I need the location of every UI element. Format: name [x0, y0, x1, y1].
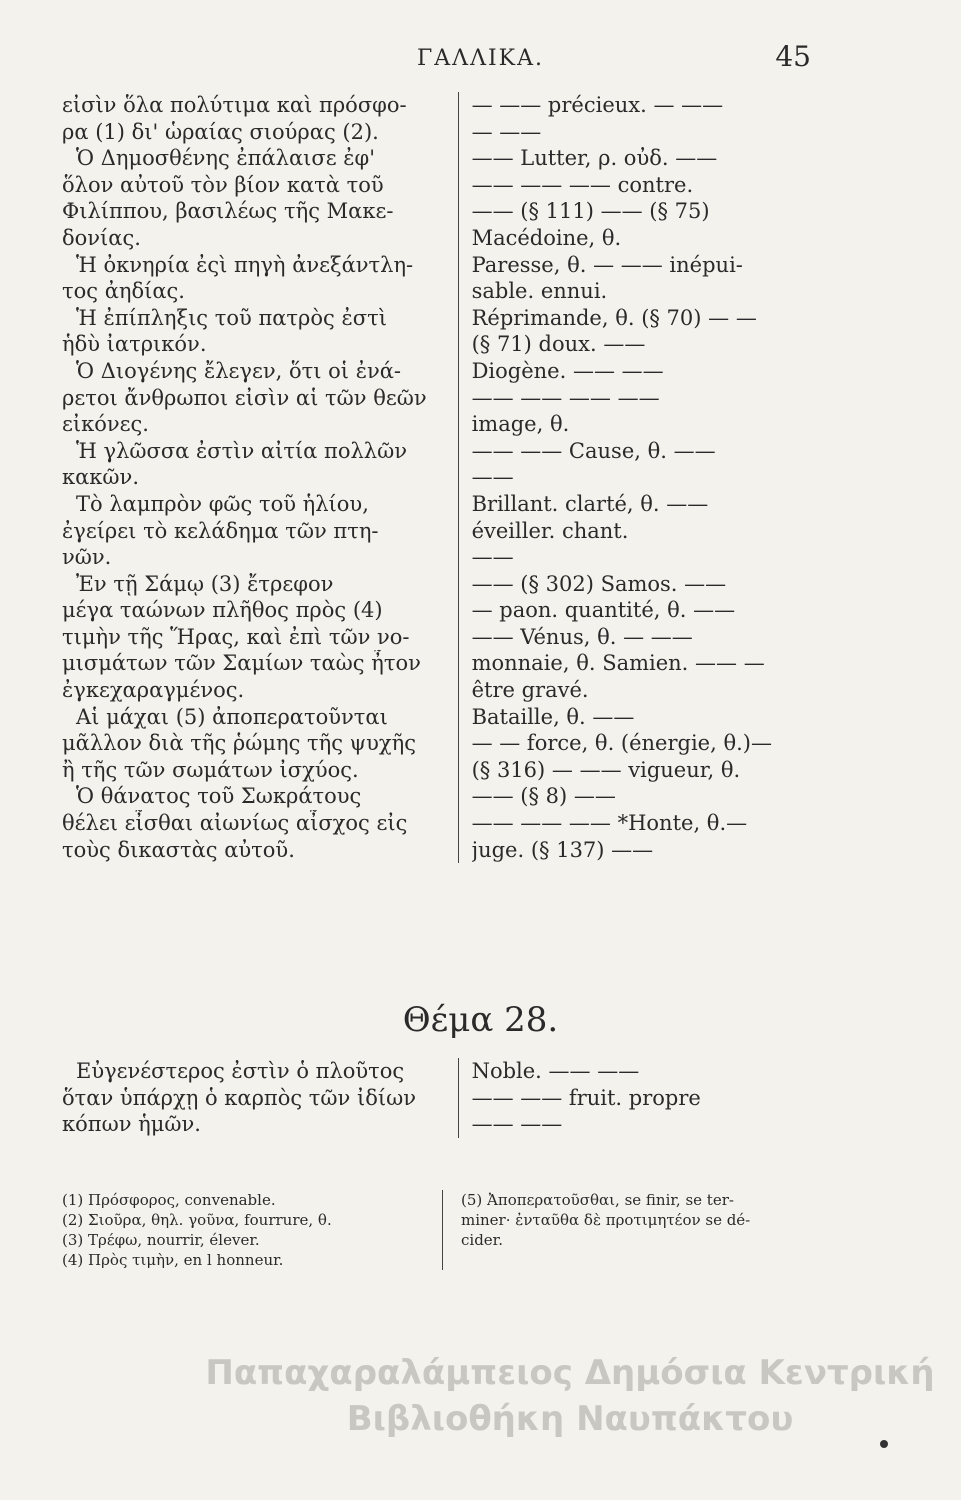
footnote-line: (2) Σιοῦρα, θηλ. γοῦνα, fourrure, θ. [62, 1211, 332, 1229]
greek-line: ὅλον αὐτοῦ τὸν βίον κατὰ τοῦ [62, 172, 384, 197]
greek-line: ρα (1) δι' ὡραίας σιούρας (2). [62, 119, 379, 144]
greek-line: νῶν. [62, 545, 112, 570]
greek-line: Τὸ λαμπρὸν φῶς τοῦ ἡλίου, [76, 491, 369, 516]
greek-line: τος ἀηδίας. [62, 279, 185, 304]
french-line: être gravé. [471, 678, 589, 703]
french-line: — paon. quantité, θ. —— [471, 598, 736, 623]
greek-line: ἐγείρει τὸ κελάδημα τῶν πτη- [62, 518, 379, 543]
greek-line: τιμὴν τῆς Ἥρας, καὶ ἐπὶ τῶν νο- [62, 624, 410, 649]
greek-line: ἐγκεχαραγμένος. [62, 678, 245, 703]
footnote-line: (1) Πρόσφορος, convenable. [62, 1191, 276, 1209]
french-line: —— —— Cause, θ. —— [471, 438, 716, 463]
theme-heading: Θέμα 28. [402, 1000, 559, 1040]
greek-line: Ὁ θάνατος τοῦ Σωκράτους [76, 784, 362, 809]
french-line: sable. ennui. [471, 279, 608, 304]
footnotes-right [461, 1190, 821, 1270]
greek-line: θέλει εἶσθαι αἰωνίως αἶσχος εἰς [62, 811, 408, 836]
french-line: Macédoine, θ. [471, 225, 622, 250]
french-column [454, 92, 822, 863]
french-line: — — force, θ. (énergie, θ.)— [471, 731, 772, 756]
french-line: —— Vénus, θ. — —— [471, 624, 693, 649]
french-line: (§ 71) doux. —— [471, 332, 646, 357]
greek-line: ἢ τῆς τῶν σωμάτων ἰσχύος. [62, 757, 359, 782]
french-line: —— [471, 465, 514, 490]
greek-line: Ἡ ἐπίπληξις τοῦ πατρὸς ἐστὶ [76, 305, 387, 330]
greek-line: Ὁ Διογένης ἔλεγεν, ὅτι οἱ ἐνά- [76, 358, 402, 383]
french-line: Diogène. —— —— [471, 358, 664, 383]
french-line: —— —— —— contre. [471, 172, 694, 197]
french-column [454, 1058, 822, 1138]
row-block [62, 92, 822, 863]
greek-line: δονίας. [62, 225, 141, 250]
watermark-line: Βιβλιοθήκη Ναυπάκτου [346, 1399, 794, 1439]
greek-line: ὅταν ὑπάρχῃ ὁ καρπὸς τῶν ἰδίων [62, 1085, 416, 1110]
greek-line: ρετοι ἄνθρωποι εἰσὶν αἱ τῶν θεῶν [62, 385, 427, 410]
french-line: (§ 316) — —— vigueur, θ. [471, 757, 741, 782]
footnote-divider [442, 1190, 443, 1270]
greek-line: μισμάτων τῶν Σαμίων ταὼς ἦτον [62, 651, 421, 676]
footnote-line: (4) Πρὸς τιμὴν, en l honneur. [62, 1251, 284, 1269]
french-line: —— (§ 111) —— (§ 75) [471, 199, 710, 224]
greek-line: Εὐγενέστερος ἐστὶν ὁ πλοῦτος [76, 1059, 405, 1083]
french-line: Paresse, θ. — —— inépui- [471, 252, 743, 277]
french-line: —— —— —— *Honte, θ.— [471, 811, 748, 836]
french-line: Réprimande, θ. (§ 70) — — [471, 305, 757, 330]
ink-dot [880, 1440, 888, 1448]
french-line: —— (§ 302) Samos. —— [471, 571, 727, 596]
greek-line: Ὁ Δημοσθένης ἐπάλαισε ἐφ' [76, 146, 376, 171]
french-line: —— —— —— —— [471, 385, 660, 410]
greek-line: Φιλίππου, βασιλέως τῆς Μακε- [62, 199, 394, 224]
french-line: —— [471, 545, 514, 570]
french-line: —— —— fruit. propre [471, 1085, 701, 1110]
greek-line: τοὺς δικαστὰς αὐτοῦ. [62, 837, 295, 862]
greek-line: μέγα ταώνων πλῆθος πρὸς (4) [62, 598, 383, 623]
theme-columns [62, 1058, 822, 1138]
greek-line: Ἐν τῇ Σάμῳ (3) ἔτρεφον [76, 571, 334, 596]
exercise-columns [62, 92, 822, 863]
french-line: Noble. —— —— [471, 1059, 640, 1083]
footnote-line: (3) Τρέφω, nourrir, élever. [62, 1231, 260, 1249]
french-line: monnaie, θ. Samien. —— — [471, 651, 765, 676]
watermark-line: Παπαχαραλάμπειος Δημόσια Κεντρική [205, 1353, 935, 1393]
greek-line: εἰκόνες. [62, 412, 149, 437]
greek-line: εἰσὶν ὅλα πολύτιμα καὶ πρόσφο- [62, 93, 407, 117]
greek-line: Αἱ μάχαι (5) ἀποπερατοῦνται [76, 704, 388, 729]
french-line: éveiller. chant. [471, 518, 629, 543]
greek-column [62, 1058, 454, 1138]
french-line: image, θ. [471, 412, 570, 437]
row-block [62, 1058, 822, 1138]
footnote-line: miner· ἐνταῦθα δὲ προτιμητέον se dé- [461, 1211, 751, 1229]
greek-line: Ἡ ὀκνηρία ἐςὶ πηγὴ ἀνεξάντλη- [76, 252, 414, 277]
greek-column [62, 92, 454, 863]
french-line: —— —— [471, 1112, 563, 1137]
french-line: — —— [471, 119, 542, 144]
running-title: ΓΑΛΛΙΚΑ. [417, 46, 544, 71]
page-number: 45 [775, 40, 811, 73]
french-line: —— Lutter, ρ. οὐδ. —— [471, 146, 718, 171]
footnotes-left [62, 1190, 442, 1270]
footnotes [62, 1190, 842, 1270]
greek-line: ἡδὺ ἰατρικόν. [62, 332, 207, 357]
page-header [0, 40, 961, 80]
greek-line: μᾶλλον διὰ τῆς ῥώμης τῆς ψυχῆς [62, 731, 416, 756]
footnote-line: (5) Ἀποπερατοῦσθαι, se finir, se ter- [461, 1191, 734, 1209]
library-watermark [190, 1350, 950, 1442]
greek-line: Ἡ γλῶσσα ἐστὶν αἰτία πολλῶν [76, 438, 407, 463]
greek-line: κόπων ἡμῶν. [62, 1112, 201, 1137]
footnote-line: cider. [461, 1231, 503, 1249]
french-line: — —— précieux. — —— [471, 93, 724, 117]
french-line: Brillant. clarté, θ. —— [471, 491, 709, 516]
french-line: —— (§ 8) —— [471, 784, 616, 809]
french-line: Bataille, θ. —— [471, 704, 635, 729]
french-line: juge. (§ 137) —— [471, 837, 654, 862]
greek-line: κακῶν. [62, 465, 139, 490]
